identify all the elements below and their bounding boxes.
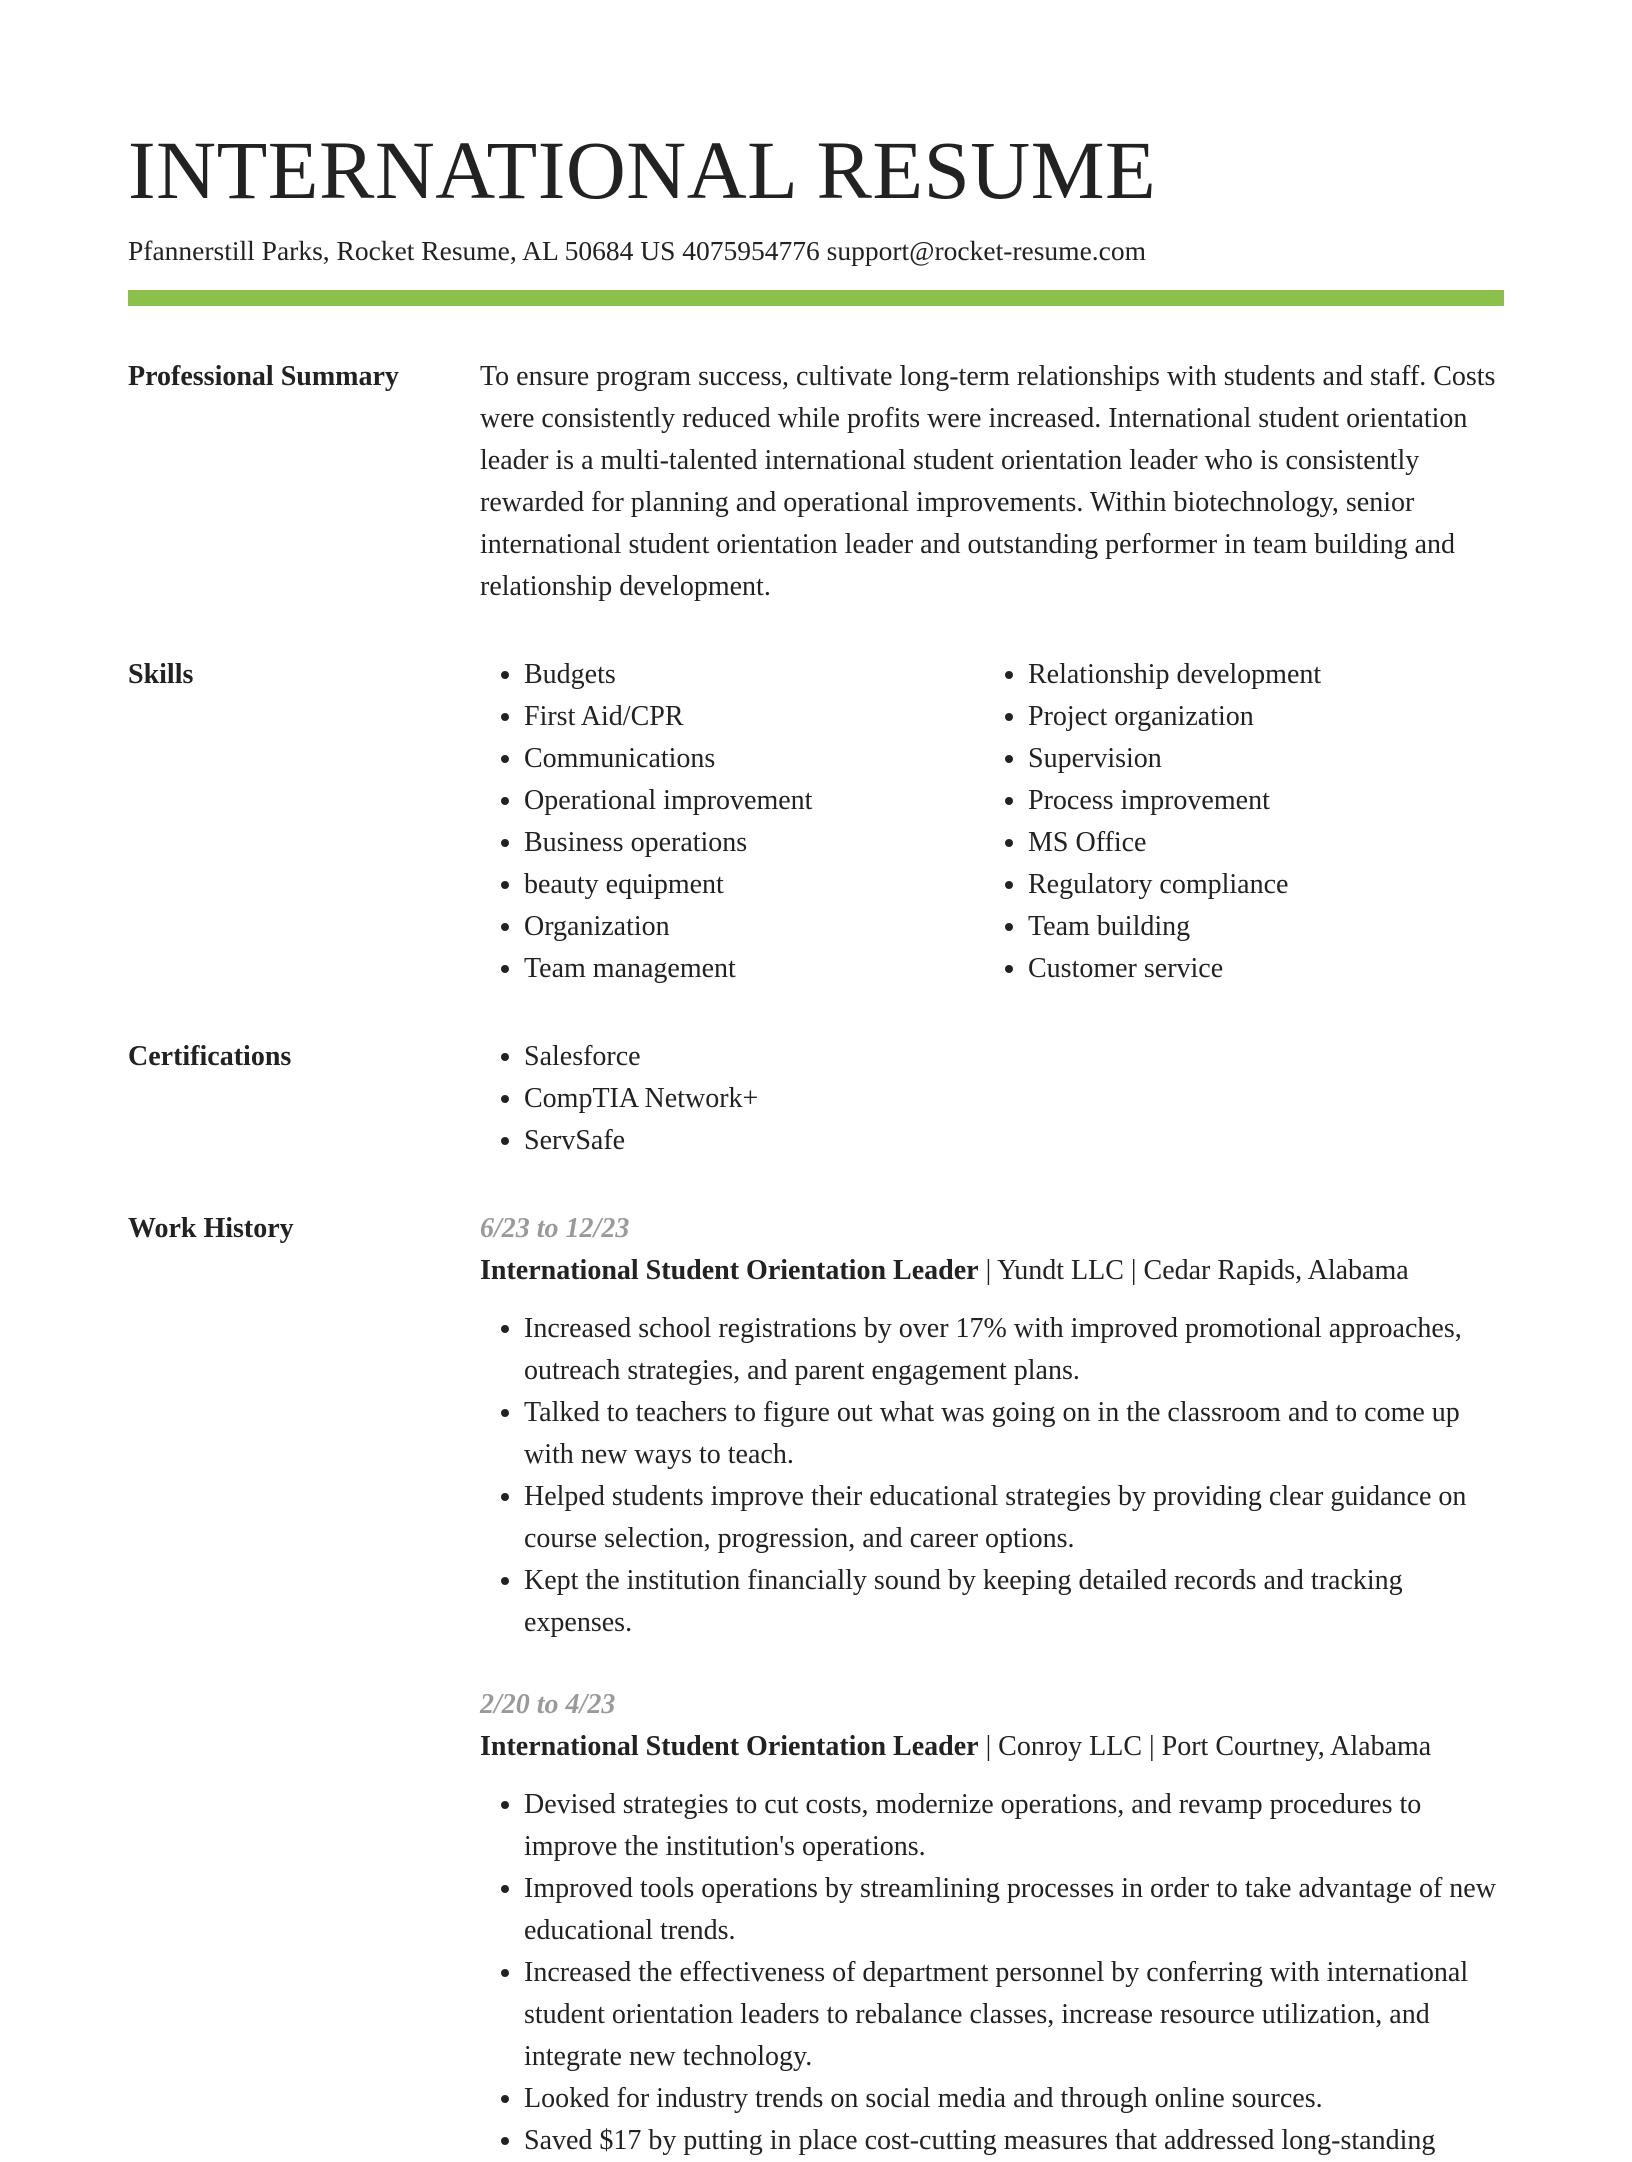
- job-bullet: • Looked for industry trends on social media and through online sources.: [524, 2078, 1504, 2120]
- section-title-certifications: Certifications: [128, 1041, 292, 1072]
- job-details: | Conroy LLC | Port Courtney, Alabama: [978, 1731, 1432, 1762]
- job-bullet: • Increased school registrations by over 17% with improved promotional approaches, outreach strategies, and parent engagement plans.: [524, 1308, 1504, 1392]
- job-title-line: [480, 1726, 1504, 1768]
- job-title: International Student Orientation Leader: [480, 1255, 979, 1286]
- job-bullets: [480, 1308, 1504, 1644]
- work-history-body: [480, 1208, 1504, 2162]
- skill-item: • Organization: [524, 906, 984, 948]
- job-entry: [480, 1208, 1504, 1644]
- certification-item: • CompTIA Network+: [524, 1078, 1504, 1120]
- job-details: | Yundt LLC | Cedar Rapids, Alabama: [978, 1255, 1409, 1286]
- resume-page: [128, 0, 1504, 2162]
- contact-address: Pfannerstill Parks, Rocket Resume, AL 50684 US: [128, 235, 676, 266]
- summary-body: [480, 356, 1504, 608]
- skills-list-right: [984, 654, 1488, 990]
- summary-text: To ensure program success, cultivate long-term relationships with students and staff. Costs were consistently reduced while profits were increased. International student orientation leader is a multi-talented international student orientation leader who is consistently rewarded for planning and operational improvements. Within biotechnology, senior international student orientation leader and outstanding performer in team building and relationship development.: [480, 361, 1496, 602]
- skill-item: • Regulatory compliance: [1028, 864, 1488, 906]
- skill-item: • First Aid/CPR: [524, 696, 984, 738]
- certification-item: • ServSafe: [524, 1120, 1504, 1162]
- contact-line: [128, 234, 1504, 268]
- skill-item: • Supervision: [1028, 738, 1488, 780]
- job-dates: 6/23 to 12/23: [480, 1213, 630, 1244]
- skill-item: • Operational improvement: [524, 780, 984, 822]
- skills-column-right: [984, 654, 1488, 990]
- section-title-skills: Skills: [128, 659, 194, 690]
- section-title-summary: Professional Summary: [128, 361, 399, 392]
- certifications-body: [480, 1036, 1504, 1162]
- job-bullet: • Kept the institution financially sound by keeping detailed records and tracking expenses.: [524, 1560, 1504, 1644]
- section-title-work-history: Work History: [128, 1213, 294, 1244]
- skill-item: • Team management: [524, 948, 984, 990]
- certification-item: • Salesforce: [524, 1036, 1504, 1078]
- job-entry: [480, 1684, 1504, 2162]
- job-bullet: • Devised strategies to cut costs, modernize operations, and revamp procedures to improve the institution's operations.: [524, 1784, 1504, 1868]
- job-bullet: • Increased the effectiveness of department personnel by conferring with international student orientation leaders to rebalance classes, increase resource utilization, and integrate new technology.: [524, 1952, 1504, 2078]
- job-title-line: [480, 1250, 1504, 1292]
- skill-item: • Communications: [524, 738, 984, 780]
- certifications-section: [128, 1036, 1504, 1162]
- certifications-list: [480, 1036, 1504, 1162]
- skill-item: • Business operations: [524, 822, 984, 864]
- job-bullet: • Helped students improve their educational strategies by providing clear guidance on course selection, progression, and career options.: [524, 1476, 1504, 1560]
- skills-list-left: [480, 654, 984, 990]
- skill-item: • MS Office: [1028, 822, 1488, 864]
- skill-item: • Project organization: [1028, 696, 1488, 738]
- job-bullet: • Saved $17 by putting in place cost-cutting measures that addressed long-standing: [524, 2120, 1504, 2162]
- summary-section: [128, 356, 1504, 608]
- job-title: International Student Orientation Leader: [480, 1731, 979, 1762]
- job-bullet: • Improved tools operations by streamlining processes in order to take advantage of new educational trends.: [524, 1868, 1504, 1952]
- skill-item: • Customer service: [1028, 948, 1488, 990]
- work-history-section: [128, 1208, 1504, 2162]
- skill-item: • Process improvement: [1028, 780, 1488, 822]
- job-bullets: [480, 1784, 1504, 2162]
- resume-name: INTERNATIONAL RESUME: [128, 124, 1157, 216]
- skill-item: • beauty equipment: [524, 864, 984, 906]
- skills-grid: [480, 654, 1504, 990]
- contact-email: support@rocket-resume.com: [826, 235, 1146, 266]
- skill-item: • Team building: [1028, 906, 1488, 948]
- skills-column-left: [480, 654, 984, 990]
- skill-item: • Budgets: [524, 654, 984, 696]
- job-bullet: • Talked to teachers to figure out what was going on in the classroom and to come up with new ways to teach.: [524, 1392, 1504, 1476]
- contact-phone: 4075954776: [682, 235, 820, 266]
- skill-item: • Relationship development: [1028, 654, 1488, 696]
- accent-divider: [128, 290, 1504, 306]
- job-dates: 2/20 to 4/23: [480, 1689, 616, 1720]
- skills-section: [128, 654, 1504, 990]
